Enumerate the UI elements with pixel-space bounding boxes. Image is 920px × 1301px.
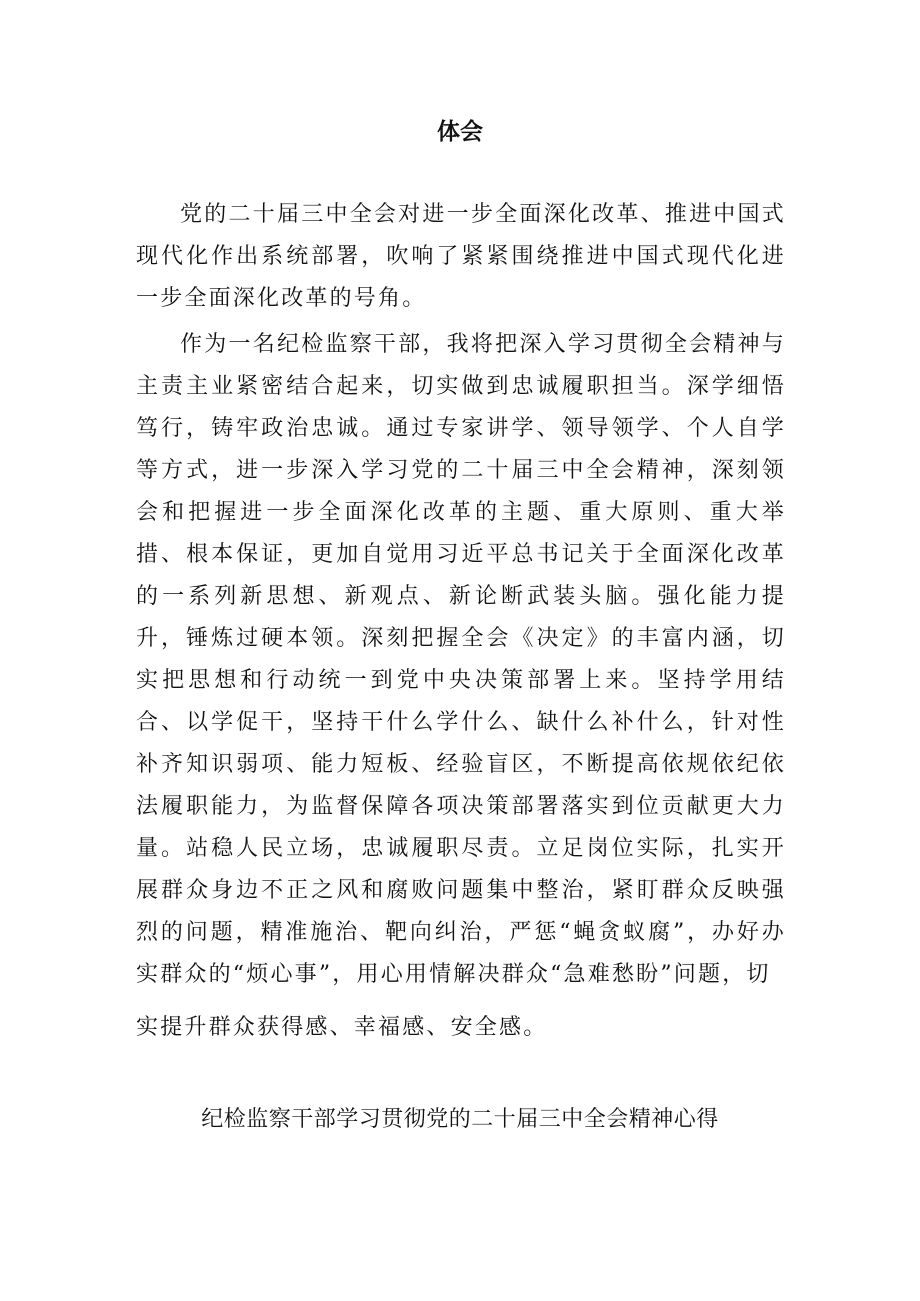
paragraph-intro: 党的二十届三中全会对进一步全面深化改革、推进中国式现代化作出系统部署，吹响了紧紧围绕推进中国式现代化进一步全面深化改革的号角。 (136, 202, 786, 311)
paragraph-main: 作为一名纪检监察干部，我将把深入学习贯彻全会精神与主责主业紧密结合起来，切实做到忠诚履职担当。深学细悟笃行，铸牢政治忠诚。通过专家讲学、领导领学、个人自学等方式，进一步深入学习党的二十届三中全会精神，深刻领会和把握进一步全面深化改革的主题、重大原则、重大举措、根本保证，更加自觉用习近平总书记关于全面深化改革的一系列新思想、新观点、新论断武装头脑。强化能力提升，锤炼过硬本领。深刻把握全会《决定》的丰富内涵，切实把思想和行动统一到党中央决策部署上来。坚持学用结合、以学促干，坚持干什么学什么、缺什么补什么，针对性补齐知识弱项、能力短板、经验盲区，不断提高依规依纪依法履职能力，为监督保障各项决策部署落实到位贡献更大力量。站稳人民立场，忠诚履职尽责。立足岗位实际，扎实开展群众身边不正之风和腐败问题集中整治，紧盯群众反映强烈的问题，精准施治、靶向纠治，严惩“蝇贪蚁腐”，办好办实群众的“烦心事”，用心用情解决群众“急难愁盼”问题，切 (136, 332, 786, 987)
page-heading: 体会 (437, 119, 483, 145)
paragraph-continuation: 实提升群众获得感、幸福感、安全感。 (136, 1015, 548, 1040)
next-article-title: 纪检监察干部学习贯彻党的二十届三中全会精神心得 (201, 1107, 719, 1132)
